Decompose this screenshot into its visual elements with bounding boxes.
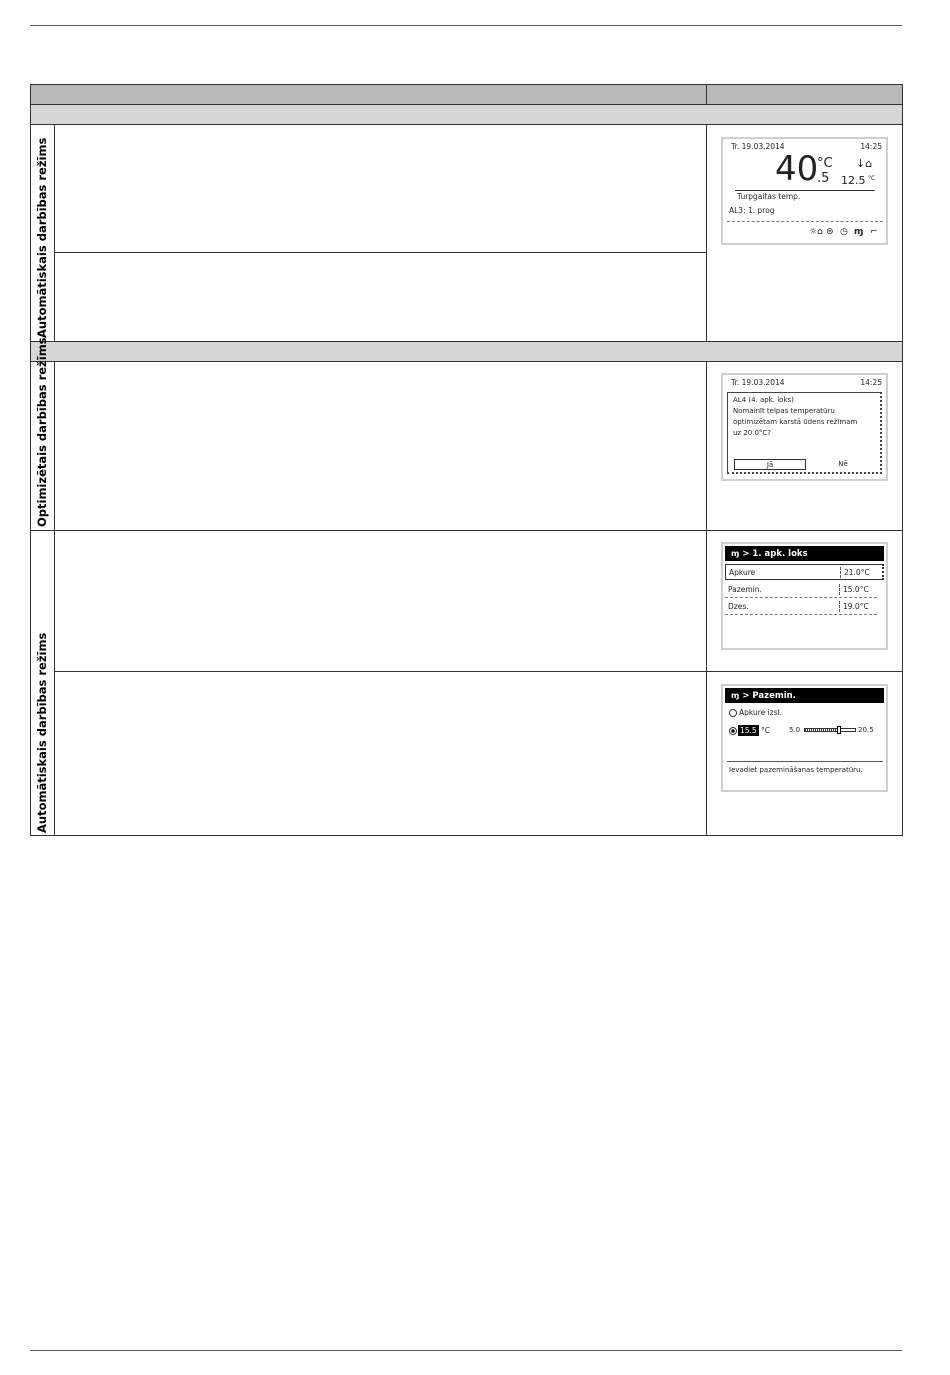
menu-row-heating[interactable]: [725, 564, 884, 580]
big-temperature: 40: [775, 149, 819, 189]
menu-header-title: > 1. apk. loks: [742, 549, 808, 559]
table-line: [30, 835, 902, 836]
outdoor-temperature-unit: °C: [868, 175, 876, 182]
dialog-line: optimizētam karstā ūdens režīmam: [733, 418, 858, 426]
menu-row-value: 19.0°C: [843, 602, 869, 611]
menu-header: [725, 546, 884, 561]
no-button[interactable]: [812, 459, 874, 470]
big-temperature-unit: °C: [817, 156, 833, 171]
house-sun-icon: ☼⌂: [809, 227, 823, 237]
dialog-line: Nomainīt telpas temperatūru: [733, 407, 835, 415]
table-line: [54, 252, 706, 253]
yes-button[interactable]: [734, 459, 806, 470]
group-label-automatic: Automātiskais darbības režīms: [35, 137, 49, 338]
dialog-line: uz 20.0°C?: [733, 429, 772, 437]
table-line: [54, 361, 55, 836]
dialog-line: AL4 (4. apk. loks): [733, 396, 794, 404]
bottom-rule: [30, 1350, 902, 1351]
menu-row-reduced[interactable]: [725, 582, 884, 597]
table-header: [30, 84, 902, 104]
divider: [727, 761, 883, 762]
hint-text: Ievadiet pazemināšanas temperatūru.: [729, 766, 863, 774]
cell-divider: [839, 584, 840, 595]
group-label-optimized: Optimizētais darbības režīms: [35, 337, 49, 527]
table-line: [30, 84, 902, 85]
section-band-2: [30, 341, 902, 361]
menu-row-value: 15.0°C: [843, 585, 869, 594]
flow-temp-label: Turpgaitas temp.: [737, 192, 801, 201]
radiator-icon: ɱ: [731, 691, 740, 700]
table-header-divider: [706, 84, 707, 104]
table-line: [902, 84, 903, 836]
menu-row-value: 21.0°C: [844, 568, 870, 577]
value-unit: °C: [761, 726, 770, 735]
slider-thumb[interactable]: [837, 726, 841, 734]
menu-header-title: > Pazemin.: [742, 691, 796, 701]
table-line: [30, 341, 902, 342]
option-heating-off: Apkure izsl.: [739, 708, 783, 717]
cell-divider: [840, 567, 841, 578]
radiator-icon: ɱ: [731, 549, 740, 558]
menu-row-label: Dzes.: [728, 602, 749, 611]
screen-time: 14:25: [860, 378, 882, 387]
menu-row-label: Pazemin.: [728, 585, 762, 594]
divider: [725, 597, 877, 598]
slider-fill: [805, 729, 839, 731]
table-line: [30, 124, 902, 125]
radio-button-on[interactable]: [729, 727, 737, 735]
table-line: [706, 124, 707, 341]
table-line: [54, 124, 55, 341]
section-band-1: [30, 104, 902, 125]
menu-row-label: Apkure: [729, 568, 756, 577]
outdoor-temperature: 12.5: [841, 174, 866, 187]
radio-button-off[interactable]: [729, 709, 737, 717]
table-line: [54, 671, 902, 672]
top-rule: [30, 25, 902, 26]
table-line: [706, 361, 707, 836]
radiator-icon: ɱ: [854, 227, 864, 237]
boiler-icon: ⊜: [826, 227, 834, 237]
table-line: [30, 530, 902, 531]
divider: [727, 221, 883, 222]
table-line: [30, 84, 31, 836]
group-label-automatic-2: Automātiskais darbības režīms: [35, 632, 49, 833]
temperature-slider[interactable]: [804, 728, 856, 732]
display-screen-dialog: [721, 373, 888, 481]
menu-row-cooling[interactable]: [725, 599, 884, 614]
dialog-box: [727, 392, 882, 474]
divider: [725, 614, 877, 615]
house-arrow-icon: ↓⌂: [856, 157, 873, 170]
screen-time: 14:25: [860, 142, 882, 151]
big-temperature-decimal: .5: [817, 171, 830, 186]
display-screen-menu: [721, 542, 888, 650]
table-line: [30, 104, 902, 105]
display-screen-setting: [721, 684, 888, 792]
divider: [735, 190, 875, 191]
clock-icon: ◷: [840, 227, 848, 237]
display-screen-standard: [721, 137, 888, 245]
tap-icon: ⌐: [870, 227, 878, 237]
no-button-label: Nē: [838, 460, 848, 468]
slider-max: 20.5: [858, 726, 874, 734]
program-label: AL3: 1. prog: [729, 206, 775, 215]
table-line: [30, 361, 902, 362]
menu-header: [725, 688, 884, 703]
slider-min: 5.0: [789, 726, 801, 734]
value-field[interactable]: 15.5: [740, 726, 757, 735]
cell-divider: [839, 601, 840, 612]
screen-date: Tr. 19.03.2014: [731, 142, 785, 151]
yes-button-label: Jā: [766, 461, 774, 469]
screen-date: Tr. 19.03.2014: [731, 378, 785, 387]
